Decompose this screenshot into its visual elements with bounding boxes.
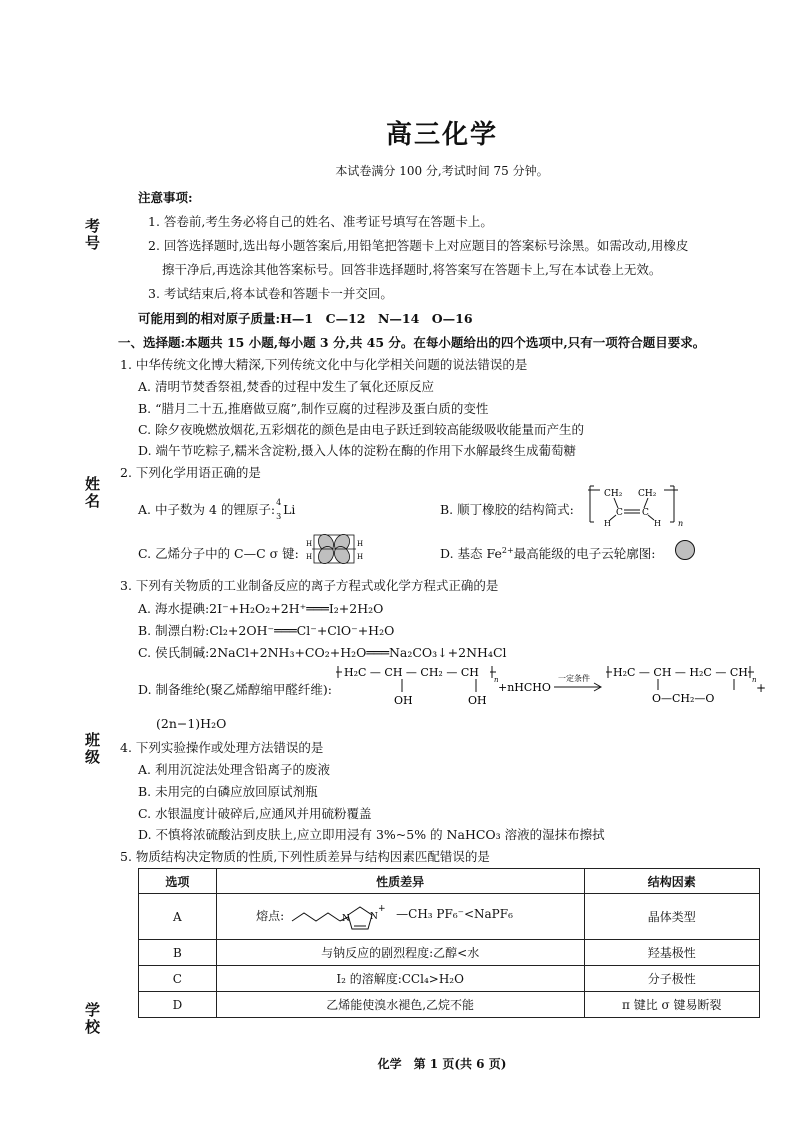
row-a-factor: 晶体类型 <box>584 894 759 940</box>
question-4-option-a: A. 利用沉淀法处理含铅离子的废液 <box>138 762 330 777</box>
hydrogen-left: H <box>604 519 611 528</box>
notice-item-1: 1. 答卷前,考生务必将自己的姓名、准考证号填写在答题卡上。 <box>148 214 493 229</box>
question-2-option-b: B. 顺丁橡胶的结构简式: <box>440 502 574 517</box>
atomic-masses: 可能用到的相对原子质量:H—1 C—12 N—14 O—16 <box>138 311 473 326</box>
row-d-option: D <box>139 992 217 1018</box>
reactant-n: n <box>494 676 499 684</box>
question-4-option-b: B. 未用完的白磷应放回原试剂瓶 <box>138 784 318 799</box>
nuclide-notation <box>275 497 283 521</box>
page-title: 高三化学 <box>385 120 498 150</box>
side-label-name: 姓名 <box>83 476 101 510</box>
question-2-option-a <box>138 497 296 521</box>
cis-polybutadiene-structure <box>588 482 688 526</box>
header-option: 选项 <box>139 869 217 894</box>
header-factor: 结构因素 <box>584 869 759 894</box>
table-row <box>139 992 760 1018</box>
notice-heading: 注意事项: <box>138 190 193 205</box>
option-d-suffix: 最高能级的电子云轮廓图: <box>513 546 656 561</box>
row-d-factor: π 键比 σ 键易断裂 <box>584 992 759 1018</box>
row-c-factor: 分子极性 <box>584 966 759 992</box>
carbon-left: C <box>616 508 623 518</box>
h-label-1: H <box>306 540 313 548</box>
ionic-liquid-formula <box>250 895 550 935</box>
hydroxyl-1: OH <box>394 694 413 707</box>
carbon-right: C <box>642 508 649 518</box>
header-property: 性质差异 <box>216 869 584 894</box>
table-header-row <box>139 869 760 894</box>
question-1-option-b: B. “腊月二十五,推磨做豆腐”,制作豆腐的过程涉及蛋白质的变性 <box>138 401 489 416</box>
sigma-bond-orbital-diagram <box>306 535 364 563</box>
page-footer: 化学 第 1 页(共 6 页) <box>377 1057 507 1071</box>
question-1-stem <box>120 355 527 373</box>
h-label-3: H <box>357 540 364 548</box>
atomic-number: 3 <box>276 511 282 521</box>
notice-item-2b: 擦干净后,再选涂其他答案标号。回答非选择题时,将答案写在答题卡上,写在本试卷上无效。 <box>162 262 662 277</box>
side-label-class: 班级 <box>83 732 101 766</box>
imidazolium-structure <box>290 897 400 933</box>
question-3-option-a: A. 海水提碘:2I⁻+H₂O₂+2H⁺═══I₂+2H₂O <box>138 601 384 616</box>
row-b-property: 与钠反应的剧烈程度:乙醇<水 <box>216 940 584 966</box>
question-1-option-a: A. 清明节焚香祭祖,焚香的过程中发生了氧化还原反应 <box>138 379 434 394</box>
row-c-property: I₂ 的溶解度:CCl₄>H₂O <box>216 966 584 992</box>
notice-item-2a: 2. 回答选择题时,选出每小题答案后,用铅笔把答题卡上对应题目的答案标号涂黑。如需改动,用橡皮 <box>148 238 689 253</box>
product-chain: H₂C — CH — H₂C — CH <box>613 666 748 679</box>
row-a-property <box>216 894 584 940</box>
melting-point-label: 熔点: <box>256 909 285 923</box>
question-5-table <box>138 868 760 1018</box>
question-2-option-d <box>440 544 655 562</box>
ch2-left: CH₂ <box>604 489 623 499</box>
question-3-stem: 3. 下列有关物质的工业制备反应的离子方程式或化学方程式正确的是 <box>120 578 499 593</box>
section-heading: 一、选择题:本题共 15 小题,每小题 3 分,共 45 分。在每小题给出的四个选项中,只有一项符合题目要求。 <box>118 335 706 350</box>
h-label-2: H <box>306 553 313 561</box>
notice-item-3: 3. 考试结束后,将本试卷和答题卡一并交回。 <box>148 286 393 301</box>
h-label-4: H <box>357 553 364 561</box>
row-d-property: 乙烯能使溴水褪色,乙烷不能 <box>216 992 584 1018</box>
row-b-option: B <box>139 940 217 966</box>
table-row <box>139 940 760 966</box>
equation-plus: + <box>756 681 767 695</box>
mass-number: 4 <box>276 497 282 507</box>
question-2-option-c: C. 乙烯分子中的 C—C σ 键: <box>138 546 299 561</box>
repeat-n: n <box>678 519 684 528</box>
ring-nitrogen-2: N <box>370 912 379 922</box>
hydrogen-right: H <box>654 519 661 528</box>
question-1-option-d: D. 端午节吃粽子,糯米含淀粉,摄入人体的淀粉在酶的作用下水解最终生成葡萄糖 <box>138 443 576 458</box>
element-symbol: Li <box>283 502 296 517</box>
option-d-prefix: D. 基态 Fe <box>440 546 502 561</box>
row-a-option: A <box>139 894 217 940</box>
side-label-exam-no: 考号 <box>83 218 101 252</box>
question-3-option-c: C. 侯氏制碱:2NaCl+2NH₃+CO₂+H₂O═══Na₂CO₃↓+2NH₄Cl <box>138 645 507 660</box>
option-a-text: A. 中子数为 4 的锂原子: <box>138 502 276 517</box>
question-2-stem: 2. 下列化学用语正确的是 <box>120 465 261 480</box>
question-1-option-c: C. 除夕夜晚燃放烟花,五彩烟花的颜色是由电子跃迁到较高能级吸收能量而产生的 <box>138 422 585 437</box>
question-5-stem: 5. 物质结构决定物质的性质,下列性质差异与结构因素匹配错误的是 <box>120 849 490 864</box>
question-3-option-b: B. 制漂白粉:Cl₂+2OH⁻═══Cl⁻+ClO⁻+H₂O <box>138 623 395 638</box>
acetal-bridge: O—CH₂—O <box>652 692 715 705</box>
row-b-factor: 羟基极性 <box>584 940 759 966</box>
reaction-condition: 一定条件 <box>558 674 590 683</box>
spherical-orbital-icon <box>674 539 696 561</box>
table-row <box>139 894 760 940</box>
question-4-option-c: C. 水银温度计破碎后,应通风并用硫粉覆盖 <box>138 806 372 821</box>
row-c-option: C <box>139 966 217 992</box>
reactant-chain: H₂C — CH — CH₂ — CH <box>344 666 479 679</box>
ch2-right: CH₂ <box>638 489 657 499</box>
table-row <box>139 966 760 992</box>
question-4-stem: 4. 下列实验操作或处理方法错误的是 <box>120 740 324 755</box>
exam-info: 本试卷满分 100 分,考试时间 75 分钟。 <box>335 164 549 178</box>
question-4-option-d: D. 不慎将浓硫酸沾到皮肤上,应立即用浸有 3%~5% 的 NaHCO₃ 溶液的湿抹布擦拭 <box>138 827 605 842</box>
question-1-text: 1. 中华传统文化博大精深,下列传统文化中与化学相关问题的说法错误的是 <box>120 357 528 372</box>
fe-charge: 2+ <box>501 545 514 555</box>
question-3-option-d-continued: (2n−1)H₂O <box>156 716 227 731</box>
side-label-school: 学校 <box>83 1002 101 1036</box>
row-a-comparison: —CH₃ PF₆⁻<NaPF₆ <box>396 907 513 921</box>
question-3-option-d: D. 制备维纶(聚乙烯醇缩甲醛纤维): <box>138 682 332 697</box>
vinylon-reaction-equation <box>336 664 766 710</box>
hydroxyl-2: OH <box>468 694 487 707</box>
hcho-reagent: +nHCHO <box>498 681 551 694</box>
product-n: n <box>752 676 757 684</box>
ring-charge: + <box>378 904 386 914</box>
ring-nitrogen-1: N <box>342 914 351 924</box>
